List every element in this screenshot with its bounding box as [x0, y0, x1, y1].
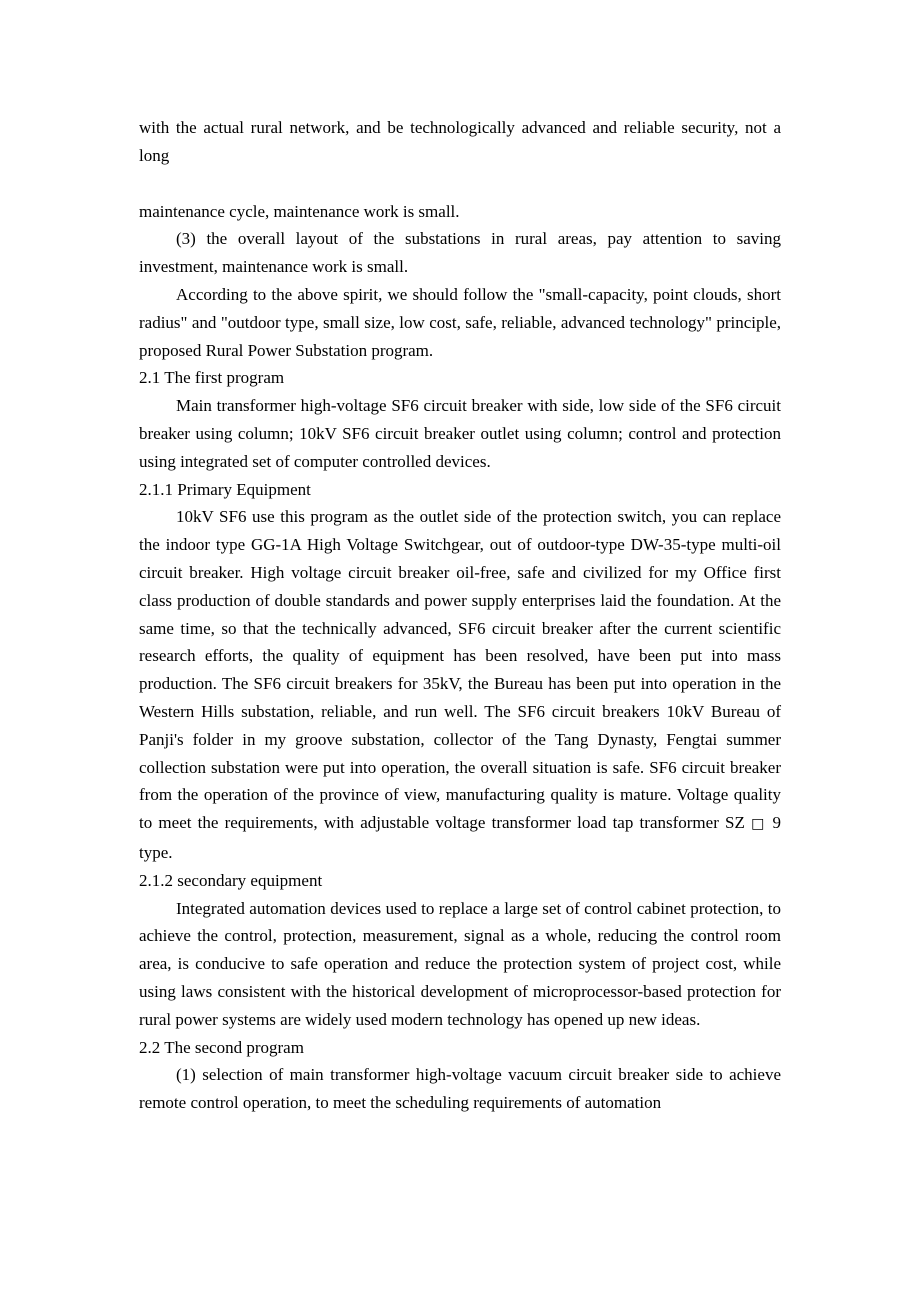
- missing-glyph-box: □: [751, 816, 767, 833]
- heading-2-1: 2.1 The first program: [139, 368, 285, 388]
- primary-equipment-end: 9 type.: [139, 813, 781, 862]
- paragraph-continuation: with the actual rural network, and be technologically advanced and reliable security, not a long: [139, 118, 781, 165]
- paragraph-layout: (3) the overall layout of the substations in rural areas, pay attention to saving investment, maintenance work is small.: [139, 229, 781, 277]
- paragraph-secondary-equipment: Integrated automation devices used to replace a large set of control cabinet protection, to achieve the control, protection, measurement, signal as a whole, reducing the control room area, is conducive to safe operation and reduce the protection system of project cost, while using laws consistent with the historical development of microprocessor-based protection for rural power systems are widely used modern technology has opened up new ideas.: [139, 898, 781, 1029]
- paragraph-maintenance: maintenance cycle, maintenance work is small.: [139, 201, 460, 221]
- heading-2-1-2: 2.1.2 secondary equipment: [139, 870, 323, 890]
- paragraph-gap: [139, 170, 781, 198]
- primary-equipment-text: 10kV SF6 use this program as the outlet side of the protection switch, you can replace the indoor type GG-1A High Voltage Switchgear, out of outdoor-type DW-35-type multi-oil circuit breaker. High voltage circuit breaker oil-free, safe and civilized for my Office first class production of double standards and power supply enterprises laid the foundation. At the same time, so that the technically advanced, SF6 circuit breaker after the current scientific research efforts, the quality of equipment has been resolved, have been put into mass production. The SF6 circuit breakers for 35kV, the Bureau has been put into operation in the Western Hills substation, reliable, and run well. The SF6 circuit breakers 10kV Bureau of Panji's folder in my groove substation, collector of the Tang Dynasty, Fengtai summer collection substation were put into operation, the overall situation is safe. SF6 circuit breaker from the operation of the province of view, manufacturing quality is mature. Voltage quality to meet the requirements, with adjustable voltage transformer load tap transformer SZ: [139, 507, 781, 833]
- paragraph-spirit: According to the above spirit, we should follow the "small-capacity, point clouds, short radius" and "outdoor type, small size, low cost, safe, reliable, advanced technology" principle, proposed Rural Power Substation program.: [139, 284, 781, 360]
- paragraph-second-program: (1) selection of main transformer high-voltage vacuum circuit breaker side to achieve remote control operation, to meet the scheduling requirements of automation: [139, 1065, 781, 1113]
- document-body: [139, 114, 781, 1117]
- heading-2-2: 2.2 The second program: [139, 1037, 304, 1057]
- paragraph-primary-equipment: [139, 503, 781, 866]
- paragraph-first-program: Main transformer high-voltage SF6 circuit breaker with side, low side of the SF6 circuit breaker using column; 10kV SF6 circuit breaker outlet using column; control and protection using integrated set of computer controlled devices.: [139, 396, 781, 471]
- heading-2-1-1: 2.1.1 Primary Equipment: [139, 479, 311, 499]
